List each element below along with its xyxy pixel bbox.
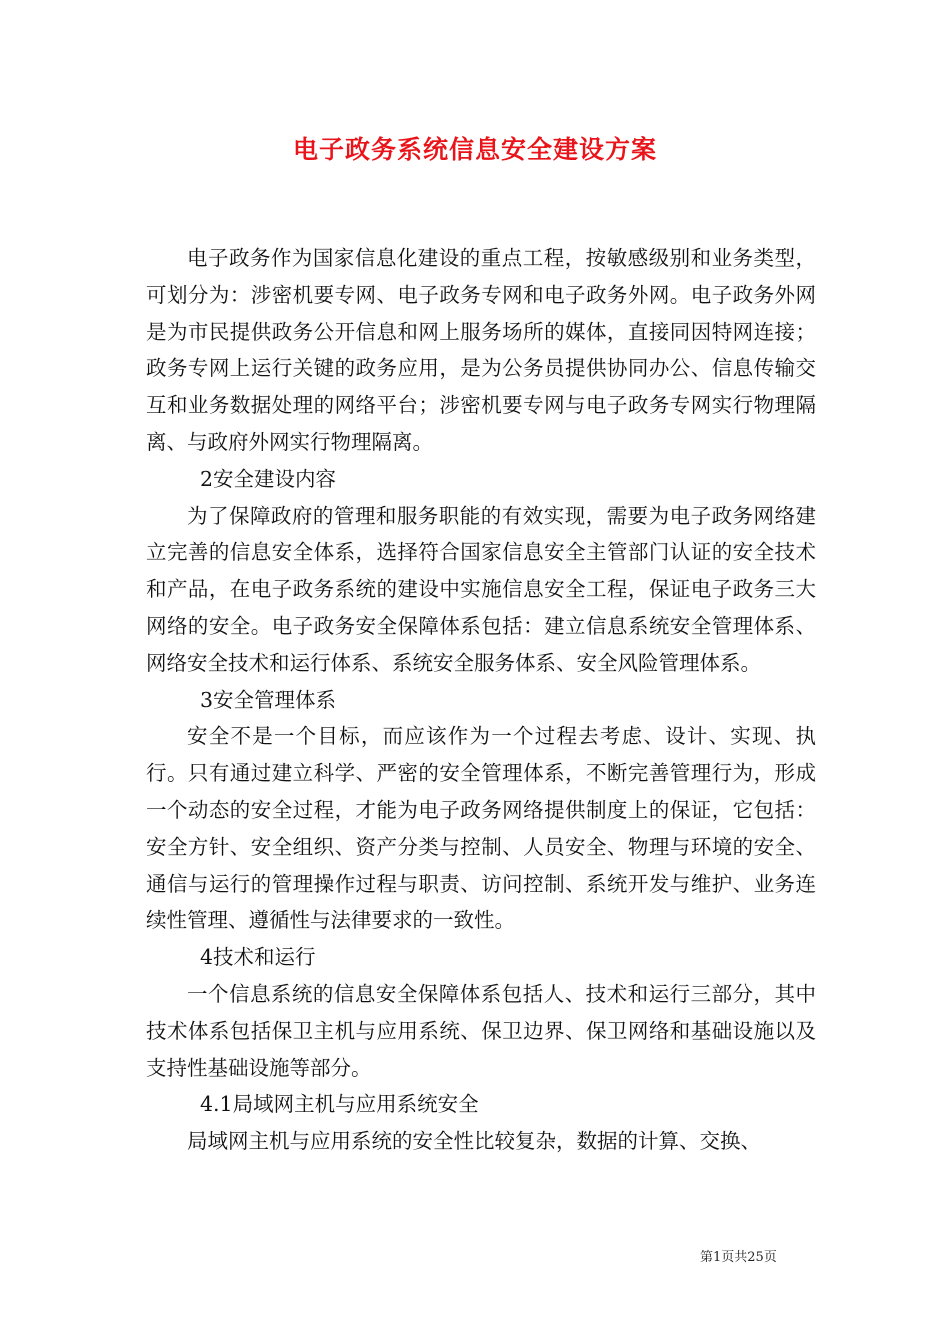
paragraph: 安全不是一个目标，而应该作为一个过程去考虑、设计、实现、执行。只有通过建立科学、严密的安全管理体系，不断完善管理行为，形成一个动态的安全过程，才能为电子政务网络提供制度上的保证，它包括：安全方针、安全组织、资产分类与控制、人员安全、物理与环境的安全、通信与运行的管理操作过程与职责、访问控制、系统开发与维护、业务连续性管理、遵循性与法律要求的一致性。 bbox=[146, 724, 816, 933]
document-body bbox=[146, 240, 816, 1160]
section-heading: 4技术和运行 bbox=[200, 945, 316, 970]
page-number: 第1页共25页 bbox=[700, 1250, 777, 1265]
paragraph: 为了保障政府的管理和服务职能的有效实现，需要为电子政务网络建立完善的信息安全体系，选择符合国家信息安全主管部门认证的安全技术和产品，在电子政务系统的建设中实施信息安全工程，保证电子政务三大网络的安全。电子政务安全保障体系包括：建立信息系统安全管理体系、网络安全技术和运行体系、系统安全服务体系、安全风险管理体系。 bbox=[146, 503, 816, 675]
section-heading: 2安全建设内容 bbox=[200, 466, 337, 491]
section-heading: 4.1局域网主机与应用系统安全 bbox=[200, 1092, 479, 1117]
paragraph: 电子政务作为国家信息化建设的重点工程，按敏感级别和业务类型，可划分为：涉密机要专网、电子政务专网和电子政务外网。电子政务外网是为市民提供政务公开信息和网上服务场所的媒体，直接同因特网连接；政务专网上运行关键的政务应用，是为公务员提供协同办公、信息传输交互和业务数据处理的网络平台；涉密机要专网与电子政务专网实行物理隔离、与政府外网实行物理隔离。 bbox=[146, 246, 816, 454]
paragraph: 局域网主机与应用系统的安全性比较复杂，数据的计算、交换、 bbox=[187, 1129, 761, 1154]
paragraph: 一个信息系统的信息安全保障体系包括人、技术和运行三部分，其中技术体系包括保卫主机与应用系统、保卫边界、保卫网络和基础设施以及支持性基础设施等部分。 bbox=[146, 981, 816, 1080]
document-title: 电子政务系统信息安全建设方案 bbox=[292, 135, 657, 164]
section-heading: 3安全管理体系 bbox=[200, 687, 337, 712]
